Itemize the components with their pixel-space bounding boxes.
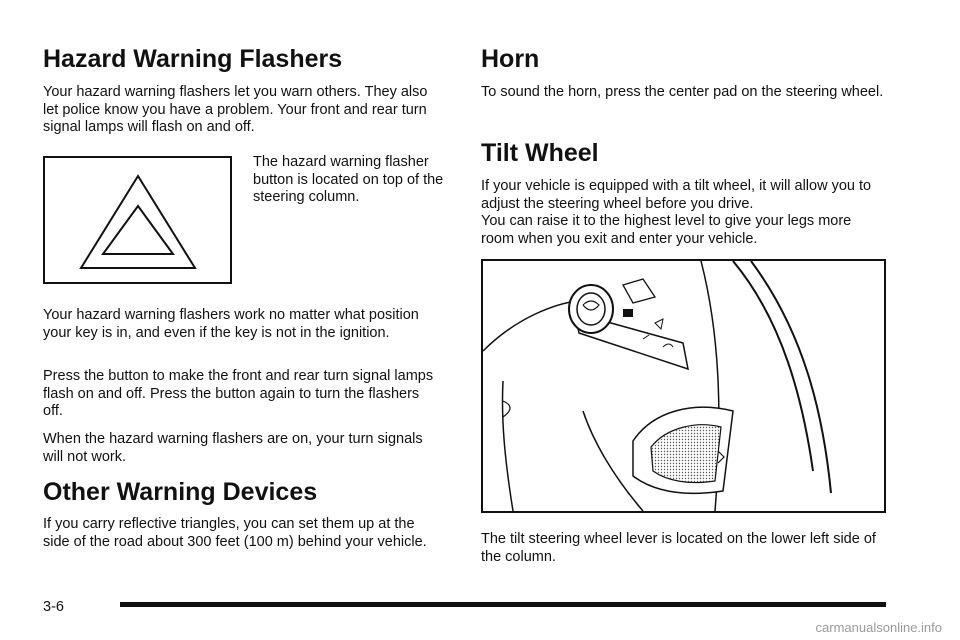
- footer-rule: [120, 602, 886, 607]
- tilt-para-2: You can raise it to the highest level to give your legs more room when you exit and enter your vehicle.: [481, 213, 852, 247]
- tilt-steering-illustration: [483, 261, 884, 511]
- tilt-heading: Tilt Wheel: [481, 139, 599, 167]
- hazard-intro: Your hazard warning flashers let you warn others. They also let police know you have a problem. Your front and rear turn signal lamps will flash on and off.: [43, 84, 428, 135]
- hazard-figure: [43, 156, 232, 284]
- tilt-para-1: If your vehicle is equipped with a tilt wheel, it will allow you to adjust the steering wheel before you drive.: [481, 178, 872, 212]
- page-number: 3-6: [43, 599, 64, 615]
- horn-heading: Horn: [481, 45, 540, 73]
- other-warning-heading: Other Warning Devices: [43, 478, 318, 506]
- hazard-caption: The hazard warning flasher button is located on top of the steering column.: [253, 154, 444, 205]
- watermark: carmanualsonline.info: [815, 620, 942, 635]
- hazard-para-3: When the hazard warning flashers are on, your turn signals will not work.: [43, 431, 423, 465]
- tilt-wheel-figure: [481, 259, 886, 513]
- hazard-para-2: Press the button to make the front and rear turn signal lamps flash on and off. Press the button again to turn the flashers off.: [43, 368, 434, 419]
- horn-para: To sound the horn, press the center pad on the steering wheel.: [481, 84, 884, 100]
- other-warning-para: If you carry reflective triangles, you can set them up at the side of the road about 300 feet (100 m) behind your vehicle.: [43, 516, 427, 550]
- hazard-para-1: Your hazard warning flashers work no matter what position your key is in, and even if the key is not in the ignition.: [43, 307, 419, 341]
- tilt-caption: The tilt steering wheel lever is located on the lower left side of the column.: [481, 531, 876, 565]
- hazard-heading: Hazard Warning Flashers: [43, 45, 343, 73]
- hazard-triangle-icon: [45, 158, 230, 282]
